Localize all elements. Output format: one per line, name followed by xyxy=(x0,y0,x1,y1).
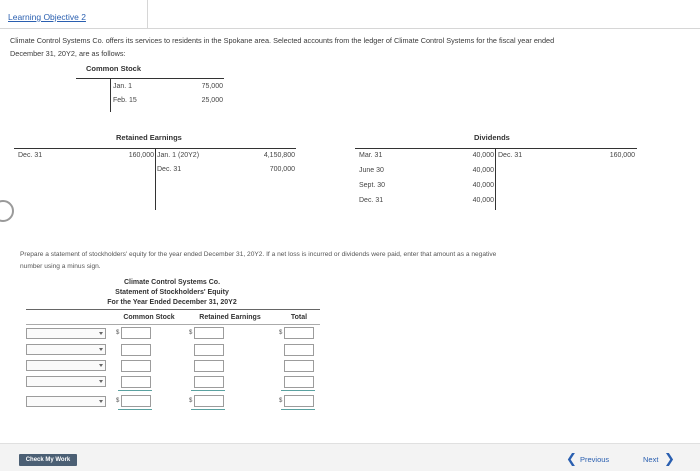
statement-head-rule xyxy=(26,309,320,310)
re-input-5[interactable] xyxy=(194,395,224,407)
chevron-down-icon xyxy=(99,380,103,383)
re-debit-date: Dec. 31 xyxy=(18,152,43,159)
chevron-down-icon xyxy=(99,332,103,335)
row-label-select-2[interactable] xyxy=(26,344,106,355)
div-date-1: Mar. 31 xyxy=(359,152,383,159)
total-input-2[interactable] xyxy=(284,344,314,356)
statement-company: Climate Control Systems Co. xyxy=(123,279,221,286)
re-credit-amount-1: 4,150,800 xyxy=(263,152,295,159)
common-stock-divider xyxy=(110,78,111,112)
learning-objective-tab[interactable] xyxy=(0,0,148,29)
check-my-work-button[interactable]: Check My Work xyxy=(19,454,77,466)
common-stock-date-2: Feb. 15 xyxy=(113,97,137,104)
chevron-down-icon xyxy=(99,364,103,367)
cs-dollar-top: $ xyxy=(116,330,120,336)
total-input-1[interactable] xyxy=(284,327,314,339)
re-dollar-top: $ xyxy=(189,330,193,336)
re-dollar-bottom: $ xyxy=(189,398,193,404)
row-label-select-3[interactable] xyxy=(26,360,106,371)
next-label: Next xyxy=(643,455,659,464)
cs-input-1[interactable] xyxy=(121,327,151,339)
problem-line-1: Climate Control Systems Co. offers its services to residents in the Spokane area. Selected accounts from the ledger of Climate Control Systems for the fiscal year ended xyxy=(10,36,555,45)
cs-total-rule xyxy=(118,409,152,410)
header-divider xyxy=(148,28,700,29)
div-date-4: Dec. 31 xyxy=(359,197,384,204)
cs-subtotal-rule xyxy=(118,390,152,391)
re-credit-amount-2: 700,000 xyxy=(269,166,295,173)
chevron-down-icon xyxy=(99,348,103,351)
div-amount-1: 40,000 xyxy=(472,152,494,159)
previous-button[interactable] xyxy=(566,451,618,467)
col-common-stock: Common Stock xyxy=(123,314,175,321)
retained-earnings-title: Retained Earnings xyxy=(116,133,182,142)
row-label-select-1[interactable] xyxy=(26,328,106,339)
cs-input-5[interactable] xyxy=(121,395,151,407)
retained-earnings-divider xyxy=(155,148,156,210)
chevron-down-icon xyxy=(99,400,103,403)
cs-input-4[interactable] xyxy=(121,376,151,388)
common-stock-amount-2: 25,000 xyxy=(201,97,223,104)
statement-col-rule xyxy=(26,324,320,325)
cs-input-3[interactable] xyxy=(121,360,151,372)
total-input-3[interactable] xyxy=(284,360,314,372)
next-button[interactable] xyxy=(640,451,690,467)
re-input-1[interactable] xyxy=(194,327,224,339)
div-date-2: June 30 xyxy=(359,167,384,174)
re-credit-date-1: Jan. 1 (20Y2) xyxy=(157,152,200,159)
statement-name: Statement of Stockholders' Equity xyxy=(115,289,229,296)
div-credit-amount: 160,000 xyxy=(609,152,635,159)
re-input-3[interactable] xyxy=(194,360,224,372)
common-stock-amount-1: 75,000 xyxy=(201,83,223,90)
chevron-right-icon: ❯ xyxy=(664,451,675,466)
col-retained-earnings: Retained Earnings xyxy=(199,314,261,321)
cs-input-2[interactable] xyxy=(121,344,151,356)
common-stock-date-1: Jan. 1 xyxy=(113,83,133,90)
total-dollar-bottom: $ xyxy=(279,398,283,404)
instructions-line-2: number using a minus sign. xyxy=(20,262,101,270)
re-input-4[interactable] xyxy=(194,376,224,388)
total-subtotal-rule xyxy=(281,390,315,391)
total-input-5[interactable] xyxy=(284,395,314,407)
div-date-3: Sept. 30 xyxy=(359,182,386,189)
side-panel-toggle-icon[interactable] xyxy=(0,200,14,222)
re-credit-date-2: Dec. 31 xyxy=(157,166,182,173)
re-total-rule xyxy=(191,409,225,410)
common-stock-top-rule xyxy=(76,78,224,79)
cs-dollar-bottom: $ xyxy=(116,398,120,404)
total-dollar-top: $ xyxy=(279,330,283,336)
common-stock-title: Common Stock xyxy=(86,64,142,73)
re-debit-amount: 160,000 xyxy=(128,152,154,159)
statement-period: For the Year Ended December 31, 20Y2 xyxy=(107,299,237,306)
row-label-select-4[interactable] xyxy=(26,376,106,387)
problem-line-2: December 31, 20Y2, are as follows: xyxy=(10,48,126,58)
col-total: Total xyxy=(290,314,308,321)
instructions-text xyxy=(20,249,670,272)
re-input-2[interactable] xyxy=(194,344,224,356)
learning-objective-link[interactable]: Learning Objective 2 xyxy=(8,12,86,22)
div-amount-2: 40,000 xyxy=(472,167,494,174)
div-amount-3: 40,000 xyxy=(472,182,494,189)
div-credit-date: Dec. 31 xyxy=(498,152,523,159)
div-amount-4: 40,000 xyxy=(472,197,494,204)
previous-label: Previous xyxy=(580,455,610,464)
row-label-select-5[interactable] xyxy=(26,396,106,407)
dividends-top-rule xyxy=(355,148,637,149)
dividends-divider xyxy=(495,148,496,210)
total-input-4[interactable] xyxy=(284,376,314,388)
chevron-left-icon: ❮ xyxy=(566,451,577,466)
problem-text xyxy=(10,35,690,60)
re-subtotal-rule xyxy=(191,390,225,391)
total-total-rule xyxy=(281,409,315,410)
instructions-line-1: Prepare a statement of stockholders' equity for the year ended December 31, 20Y2. If a net loss is incurred or dividends were paid, enter that amount as a negative xyxy=(20,251,497,258)
dividends-title: Dividends xyxy=(474,133,510,142)
